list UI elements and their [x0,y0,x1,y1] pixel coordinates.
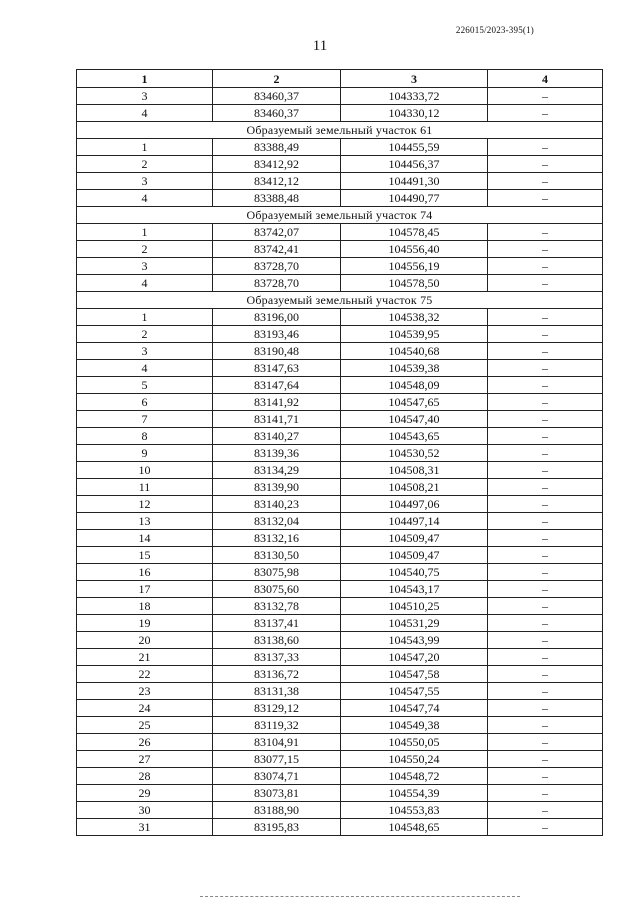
point-number-cell: 3 [77,88,213,105]
y-coordinate-cell: 104497,06 [341,496,488,513]
x-coordinate-cell: 83742,07 [213,224,341,241]
section-title: Образуемый земельный участок 75 [77,292,603,309]
point-number-cell: 1 [77,139,213,156]
note-cell: – [488,224,603,241]
table-row [77,819,603,836]
point-number-cell: 3 [77,173,213,190]
point-number-cell: 31 [77,819,213,836]
x-coordinate-cell: 83104,91 [213,734,341,751]
x-coordinate-cell: 83728,70 [213,275,341,292]
table-row [77,530,603,547]
note-cell: – [488,343,603,360]
x-coordinate-cell: 83196,00 [213,309,341,326]
y-coordinate-cell: 104497,14 [341,513,488,530]
y-coordinate-cell: 104550,05 [341,734,488,751]
table-row [77,717,603,734]
y-coordinate-cell: 104490,77 [341,190,488,207]
point-number-cell: 15 [77,547,213,564]
x-coordinate-cell: 83130,50 [213,547,341,564]
point-number-cell: 23 [77,683,213,700]
note-cell: – [488,462,603,479]
point-number-cell: 10 [77,462,213,479]
point-number-cell: 7 [77,411,213,428]
point-number-cell: 3 [77,258,213,275]
column-header-note: 4 [488,70,603,88]
note-cell: – [488,734,603,751]
x-coordinate-cell: 83147,64 [213,377,341,394]
table-row [77,105,603,122]
x-coordinate-cell: 83460,37 [213,88,341,105]
y-coordinate-cell: 104510,25 [341,598,488,615]
table-row [77,445,603,462]
document-number: 226015/2023-395(1) [455,25,534,35]
table-row [77,411,603,428]
note-cell: – [488,309,603,326]
x-coordinate-cell: 83137,41 [213,615,341,632]
section-row [77,122,603,139]
x-coordinate-cell: 83193,46 [213,326,341,343]
point-number-cell: 4 [77,190,213,207]
point-number-cell: 28 [77,768,213,785]
table-row [77,156,603,173]
note-cell: – [488,428,603,445]
note-cell: – [488,394,603,411]
table-row [77,326,603,343]
x-coordinate-cell: 83075,98 [213,564,341,581]
y-coordinate-cell: 104330,12 [341,105,488,122]
point-number-cell: 3 [77,343,213,360]
point-number-cell: 17 [77,581,213,598]
x-coordinate-cell: 83190,48 [213,343,341,360]
table-row [77,224,603,241]
page-number: 11 [312,38,328,54]
table-row [77,785,603,802]
point-number-cell: 1 [77,309,213,326]
y-coordinate-cell: 104547,55 [341,683,488,700]
table-row [77,598,603,615]
note-cell: – [488,717,603,734]
x-coordinate-cell: 83141,92 [213,394,341,411]
table-row [77,173,603,190]
x-coordinate-cell: 83075,60 [213,581,341,598]
x-coordinate-cell: 83188,90 [213,802,341,819]
note-cell: – [488,377,603,394]
table-row [77,564,603,581]
note-cell: – [488,632,603,649]
point-number-cell: 30 [77,802,213,819]
coordinates-table [76,69,603,836]
x-coordinate-cell: 83136,72 [213,666,341,683]
y-coordinate-cell: 104543,17 [341,581,488,598]
section-title: Образуемый земельный участок 74 [77,207,603,224]
table-row [77,275,603,292]
y-coordinate-cell: 104530,52 [341,445,488,462]
note-cell: – [488,156,603,173]
point-number-cell: 24 [77,700,213,717]
x-coordinate-cell: 83412,92 [213,156,341,173]
y-coordinate-cell: 104548,65 [341,819,488,836]
column-header-point: 1 [77,70,213,88]
table-row [77,615,603,632]
table-row [77,394,603,411]
note-cell: – [488,819,603,836]
y-coordinate-cell: 104548,09 [341,377,488,394]
point-number-cell: 26 [77,734,213,751]
x-coordinate-cell: 83412,12 [213,173,341,190]
note-cell: – [488,649,603,666]
x-coordinate-cell: 83139,36 [213,445,341,462]
x-coordinate-cell: 83195,83 [213,819,341,836]
table-row [77,751,603,768]
point-number-cell: 25 [77,717,213,734]
point-number-cell: 4 [77,105,213,122]
table-row [77,802,603,819]
x-coordinate-cell: 83388,48 [213,190,341,207]
y-coordinate-cell: 104531,29 [341,615,488,632]
y-coordinate-cell: 104578,45 [341,224,488,241]
x-coordinate-cell: 83141,71 [213,411,341,428]
x-coordinate-cell: 83134,29 [213,462,341,479]
y-coordinate-cell: 104508,21 [341,479,488,496]
section-title: Образуемый земельный участок 61 [77,122,603,139]
table-row [77,428,603,445]
table-header-row [77,70,603,88]
y-coordinate-cell: 104539,38 [341,360,488,377]
note-cell: – [488,496,603,513]
x-coordinate-cell: 83140,23 [213,496,341,513]
point-number-cell: 4 [77,275,213,292]
note-cell: – [488,564,603,581]
point-number-cell: 18 [77,598,213,615]
y-coordinate-cell: 104556,19 [341,258,488,275]
point-number-cell: 2 [77,156,213,173]
point-number-cell: 2 [77,241,213,258]
note-cell: – [488,326,603,343]
table-row [77,241,603,258]
table-row [77,309,603,326]
table-row [77,88,603,105]
y-coordinate-cell: 104509,47 [341,530,488,547]
y-coordinate-cell: 104538,32 [341,309,488,326]
point-number-cell: 2 [77,326,213,343]
x-coordinate-cell: 83132,78 [213,598,341,615]
table-row [77,360,603,377]
note-cell: – [488,411,603,428]
note-cell: – [488,666,603,683]
y-coordinate-cell: 104578,50 [341,275,488,292]
y-coordinate-cell: 104554,39 [341,785,488,802]
column-header-x: 2 [213,70,341,88]
y-coordinate-cell: 104456,37 [341,156,488,173]
note-cell: – [488,241,603,258]
x-coordinate-cell: 83129,12 [213,700,341,717]
point-number-cell: 4 [77,360,213,377]
y-coordinate-cell: 104540,68 [341,343,488,360]
x-coordinate-cell: 83074,71 [213,768,341,785]
y-coordinate-cell: 104547,40 [341,411,488,428]
table-row [77,666,603,683]
table-row [77,581,603,598]
point-number-cell: 20 [77,632,213,649]
note-cell: – [488,785,603,802]
note-cell: – [488,768,603,785]
x-coordinate-cell: 83147,63 [213,360,341,377]
note-cell: – [488,530,603,547]
x-coordinate-cell: 83119,32 [213,717,341,734]
note-cell: – [488,173,603,190]
x-coordinate-cell: 83077,15 [213,751,341,768]
point-number-cell: 16 [77,564,213,581]
x-coordinate-cell: 83139,90 [213,479,341,496]
note-cell: – [488,479,603,496]
table-row [77,139,603,156]
page-bottom-edge [200,896,520,900]
y-coordinate-cell: 104549,38 [341,717,488,734]
point-number-cell: 14 [77,530,213,547]
column-header-y: 3 [341,70,488,88]
note-cell: – [488,190,603,207]
note-cell: – [488,615,603,632]
note-cell: – [488,547,603,564]
y-coordinate-cell: 104509,47 [341,547,488,564]
y-coordinate-cell: 104548,72 [341,768,488,785]
table-row [77,496,603,513]
y-coordinate-cell: 104550,24 [341,751,488,768]
table-row [77,513,603,530]
y-coordinate-cell: 104491,30 [341,173,488,190]
table-row [77,734,603,751]
point-number-cell: 1 [77,224,213,241]
table-row [77,343,603,360]
note-cell: – [488,700,603,717]
y-coordinate-cell: 104547,65 [341,394,488,411]
y-coordinate-cell: 104543,99 [341,632,488,649]
note-cell: – [488,105,603,122]
x-coordinate-cell: 83137,33 [213,649,341,666]
note-cell: – [488,139,603,156]
table-body [77,88,603,836]
table-row [77,632,603,649]
x-coordinate-cell: 83728,70 [213,258,341,275]
x-coordinate-cell: 83140,27 [213,428,341,445]
note-cell: – [488,751,603,768]
table-row [77,649,603,666]
point-number-cell: 27 [77,751,213,768]
y-coordinate-cell: 104543,65 [341,428,488,445]
table-row [77,190,603,207]
x-coordinate-cell: 83132,16 [213,530,341,547]
y-coordinate-cell: 104556,40 [341,241,488,258]
note-cell: – [488,683,603,700]
y-coordinate-cell: 104508,31 [341,462,488,479]
point-number-cell: 19 [77,615,213,632]
note-cell: – [488,598,603,615]
y-coordinate-cell: 104547,58 [341,666,488,683]
x-coordinate-cell: 83131,38 [213,683,341,700]
point-number-cell: 21 [77,649,213,666]
point-number-cell: 13 [77,513,213,530]
x-coordinate-cell: 83132,04 [213,513,341,530]
table-row [77,683,603,700]
section-row [77,292,603,309]
x-coordinate-cell: 83742,41 [213,241,341,258]
x-coordinate-cell: 83460,37 [213,105,341,122]
table-row [77,462,603,479]
point-number-cell: 6 [77,394,213,411]
x-coordinate-cell: 83073,81 [213,785,341,802]
section-row [77,207,603,224]
point-number-cell: 9 [77,445,213,462]
point-number-cell: 12 [77,496,213,513]
point-number-cell: 8 [77,428,213,445]
y-coordinate-cell: 104553,83 [341,802,488,819]
table-row [77,258,603,275]
table-row [77,377,603,394]
table-row [77,768,603,785]
note-cell: – [488,802,603,819]
note-cell: – [488,513,603,530]
table-row [77,479,603,496]
y-coordinate-cell: 104547,74 [341,700,488,717]
point-number-cell: 5 [77,377,213,394]
x-coordinate-cell: 83388,49 [213,139,341,156]
y-coordinate-cell: 104455,59 [341,139,488,156]
y-coordinate-cell: 104547,20 [341,649,488,666]
note-cell: – [488,445,603,462]
point-number-cell: 22 [77,666,213,683]
note-cell: – [488,360,603,377]
note-cell: – [488,581,603,598]
note-cell: – [488,88,603,105]
point-number-cell: 29 [77,785,213,802]
y-coordinate-cell: 104540,75 [341,564,488,581]
note-cell: – [488,258,603,275]
y-coordinate-cell: 104333,72 [341,88,488,105]
point-number-cell: 11 [77,479,213,496]
note-cell: – [488,275,603,292]
table-row [77,700,603,717]
y-coordinate-cell: 104539,95 [341,326,488,343]
table-row [77,547,603,564]
x-coordinate-cell: 83138,60 [213,632,341,649]
